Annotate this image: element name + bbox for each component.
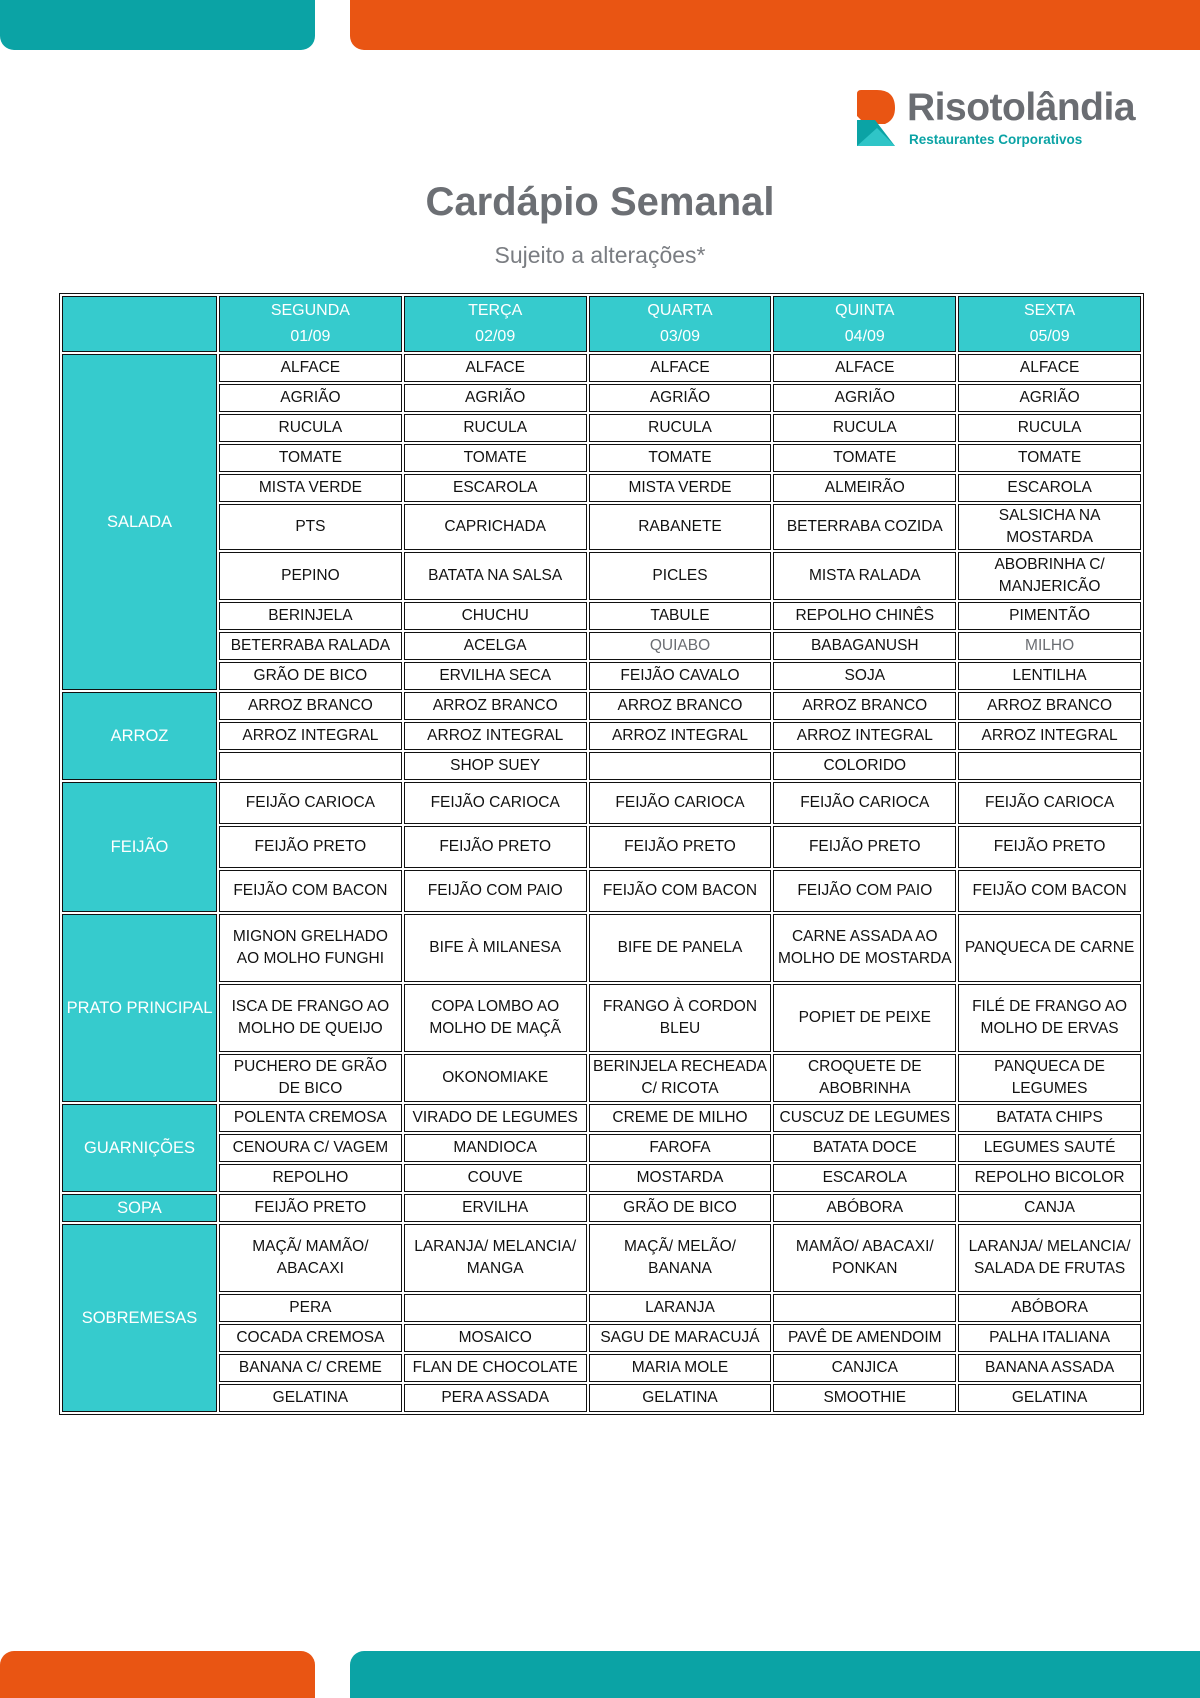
menu-cell: PAVÊ DE AMENDOIM	[773, 1324, 956, 1352]
day-name: SEGUNDA	[270, 302, 350, 319]
menu-cell: FRANGO À CORDON BLEU	[589, 984, 772, 1052]
menu-row	[62, 552, 1141, 600]
menu-cell: ARROZ BRANCO	[958, 692, 1141, 720]
menu-cell: FEIJÃO CARIOCA	[773, 782, 956, 824]
menu-cell: ARROZ BRANCO	[589, 692, 772, 720]
menu-cell: BETERRABA RALADA	[219, 632, 402, 660]
menu-cell: ALFACE	[404, 354, 587, 382]
day-name: SEXTA	[1023, 302, 1076, 319]
menu-cell: RUCULA	[404, 414, 587, 442]
menu-cell: ACELGA	[404, 632, 587, 660]
menu-cell: BIFE DE PANELA	[589, 914, 772, 982]
day-date: 04/09	[844, 328, 885, 345]
menu-row	[62, 354, 1141, 382]
day-header-cell	[958, 296, 1141, 352]
menu-row	[62, 826, 1141, 868]
menu-cell: GRÃO DE BICO	[219, 662, 402, 690]
menu-cell: RABANETE	[589, 504, 772, 550]
day-name: QUINTA	[835, 302, 895, 319]
menu-row	[62, 782, 1141, 824]
menu-cell: PERA ASSADA	[404, 1384, 587, 1412]
menu-cell: REPOLHO BICOLOR	[958, 1164, 1141, 1192]
menu-cell: AGRIÃO	[958, 384, 1141, 412]
menu-cell: LENTILHA	[958, 662, 1141, 690]
menu-cell: FILÉ DE FRANGO AO MOLHO DE ERVAS	[958, 984, 1141, 1052]
menu-cell: ARROZ INTEGRAL	[219, 722, 402, 750]
day-date: 01/09	[290, 328, 331, 345]
menu-cell: AGRIÃO	[404, 384, 587, 412]
menu-cell: TABULE	[589, 602, 772, 630]
brand-name: Risotolândia	[907, 86, 1136, 129]
menu-cell: SHOP SUEY	[404, 752, 587, 780]
menu-row	[62, 504, 1141, 550]
menu-row	[62, 444, 1141, 472]
menu-cell: MOSTARDA	[589, 1164, 772, 1192]
menu-row	[62, 1224, 1141, 1292]
menu-cell: SALSICHA NA MOSTARDA	[958, 504, 1141, 550]
menu-cell: CREME DE MILHO	[589, 1104, 772, 1132]
menu-cell: REPOLHO	[219, 1164, 402, 1192]
menu-cell: ARROZ INTEGRAL	[589, 722, 772, 750]
menu-cell	[589, 752, 772, 780]
menu-cell: ERVILHA SECA	[404, 662, 587, 690]
top-teal-bar	[0, 0, 315, 50]
menu-cell: REPOLHO CHINÊS	[773, 602, 956, 630]
menu-cell: CUSCUZ DE LEGUMES	[773, 1104, 956, 1132]
menu-cell: FEIJÃO COM PAIO	[404, 870, 587, 912]
day-header-cell	[404, 296, 587, 352]
risotolandia-logo-icon	[855, 90, 897, 150]
menu-cell: GRÃO DE BICO	[589, 1194, 772, 1222]
menu-cell: ARROZ INTEGRAL	[404, 722, 587, 750]
menu-cell: LARANJA	[589, 1294, 772, 1322]
menu-cell: AGRIÃO	[219, 384, 402, 412]
menu-cell: BETERRABA COZIDA	[773, 504, 956, 550]
menu-cell: ALFACE	[589, 354, 772, 382]
menu-cell: BATATA CHIPS	[958, 1104, 1141, 1132]
menu-cell: COCADA CREMOSA	[219, 1324, 402, 1352]
menu-row	[62, 1194, 1141, 1222]
menu-row	[62, 1294, 1141, 1322]
menu-cell: MILHO	[958, 632, 1141, 660]
menu-cell: TOMATE	[589, 444, 772, 472]
menu-row	[62, 1104, 1141, 1132]
menu-cell: COPA LOMBO AO MOLHO DE MAÇÃ	[404, 984, 587, 1052]
section-label: GUARNIÇÕES	[62, 1104, 217, 1192]
menu-cell: ABOBRINHA C/ MANJERICÃO	[958, 552, 1141, 600]
menu-row	[62, 1054, 1141, 1102]
menu-cell: BATATA DOCE	[773, 1134, 956, 1162]
menu-cell: PEPINO	[219, 552, 402, 600]
menu-cell: FEIJÃO CARIOCA	[589, 782, 772, 824]
menu-cell: MISTA RALADA	[773, 552, 956, 600]
menu-cell: SAGU DE MARACUJÁ	[589, 1324, 772, 1352]
menu-row	[62, 414, 1141, 442]
bottom-orange-bar	[0, 1651, 315, 1698]
menu-cell: POLENTA CREMOSA	[219, 1104, 402, 1132]
menu-cell: FEIJÃO CAVALO	[589, 662, 772, 690]
menu-cell: FEIJÃO CARIOCA	[958, 782, 1141, 824]
menu-row	[62, 984, 1141, 1052]
menu-cell: BERINJELA RECHEADA C/ RICOTA	[589, 1054, 772, 1102]
menu-cell: MAMÃO/ ABACAXI/ PONKAN	[773, 1224, 956, 1292]
menu-cell: FEIJÃO PRETO	[589, 826, 772, 868]
menu-row	[62, 632, 1141, 660]
menu-cell: MAÇÃ/ MELÃO/ BANANA	[589, 1224, 772, 1292]
menu-cell: ESCAROLA	[404, 474, 587, 502]
menu-cell: BERINJELA	[219, 602, 402, 630]
page-subtitle: Sujeito a alterações*	[494, 242, 706, 268]
day-name: QUARTA	[647, 302, 713, 319]
menu-cell: OKONOMIAKE	[404, 1054, 587, 1102]
menu-cell: FEIJÃO CARIOCA	[404, 782, 587, 824]
day-date: 05/09	[1029, 328, 1070, 345]
menu-cell: ABÓBORA	[773, 1194, 956, 1222]
menu-cell: QUIABO	[589, 632, 772, 660]
menu-row	[62, 1134, 1141, 1162]
menu-cell: MARIA MOLE	[589, 1354, 772, 1382]
menu-cell: BANANA C/ CREME	[219, 1354, 402, 1382]
menu-cell: ALFACE	[958, 354, 1141, 382]
menu-cell: PIMENTÃO	[958, 602, 1141, 630]
menu-cell: MIGNON GRELHADO AO MOLHO FUNGHI	[219, 914, 402, 982]
menu-cell: VIRADO DE LEGUMES	[404, 1104, 587, 1132]
menu-cell: AGRIÃO	[773, 384, 956, 412]
menu-row	[62, 1354, 1141, 1382]
menu-cell: BATATA NA SALSA	[404, 552, 587, 600]
menu-cell: MANDIOCA	[404, 1134, 587, 1162]
menu-cell: ABÓBORA	[958, 1294, 1141, 1322]
menu-cell: ARROZ INTEGRAL	[773, 722, 956, 750]
day-header-cell	[773, 296, 956, 352]
menu-cell	[773, 1294, 956, 1322]
menu-cell: TOMATE	[404, 444, 587, 472]
menu-cell: MISTA VERDE	[219, 474, 402, 502]
menu-cell: PALHA ITALIANA	[958, 1324, 1141, 1352]
menu-cell: SMOOTHIE	[773, 1384, 956, 1412]
menu-cell: CENOURA C/ VAGEM	[219, 1134, 402, 1162]
menu-cell: ARROZ BRANCO	[219, 692, 402, 720]
menu-cell: COLORIDO	[773, 752, 956, 780]
menu-cell: PICLES	[589, 552, 772, 600]
menu-row	[62, 914, 1141, 982]
menu-cell: ALFACE	[219, 354, 402, 382]
menu-cell: TOMATE	[219, 444, 402, 472]
menu-cell: LARANJA/ MELANCIA/ MANGA	[404, 1224, 587, 1292]
menu-row	[62, 384, 1141, 412]
menu-row	[62, 1164, 1141, 1192]
menu-cell: ALMEIRÃO	[773, 474, 956, 502]
menu-cell: RUCULA	[773, 414, 956, 442]
menu-cell: LEGUMES SAUTÉ	[958, 1134, 1141, 1162]
day-header-cell	[589, 296, 772, 352]
menu-cell	[958, 752, 1141, 780]
menu-cell: PANQUECA DE CARNE	[958, 914, 1141, 982]
menu-cell: PTS	[219, 504, 402, 550]
menu-cell: GELATINA	[958, 1384, 1141, 1412]
menu-cell: ISCA DE FRANGO AO MOLHO DE QUEIJO	[219, 984, 402, 1052]
menu-cell: ESCAROLA	[773, 1164, 956, 1192]
menu-cell: ERVILHA	[404, 1194, 587, 1222]
bottom-teal-bar	[350, 1651, 1200, 1698]
menu-cell: FEIJÃO PRETO	[404, 826, 587, 868]
menu-cell: COUVE	[404, 1164, 587, 1192]
header-row	[62, 296, 1141, 352]
menu-cell: FEIJÃO PRETO	[219, 1194, 402, 1222]
menu-cell: CAPRICHADA	[404, 504, 587, 550]
section-label: PRATO PRINCIPAL	[62, 914, 217, 1102]
menu-row	[62, 1324, 1141, 1352]
weekly-menu-table	[59, 293, 1144, 1415]
menu-row	[62, 662, 1141, 690]
menu-cell: ESCAROLA	[958, 474, 1141, 502]
day-header-cell	[219, 296, 402, 352]
menu-cell: GELATINA	[589, 1384, 772, 1412]
menu-cell: RUCULA	[958, 414, 1141, 442]
menu-cell	[219, 752, 402, 780]
menu-cell: ALFACE	[773, 354, 956, 382]
section-label: SALADA	[62, 354, 217, 690]
menu-cell: CANJICA	[773, 1354, 956, 1382]
menu-cell: FEIJÃO COM BACON	[219, 870, 402, 912]
top-orange-bar	[350, 0, 1200, 50]
menu-row	[62, 474, 1141, 502]
section-label: FEIJÃO	[62, 782, 217, 912]
menu-cell: FEIJÃO PRETO	[958, 826, 1141, 868]
menu-cell: FAROFA	[589, 1134, 772, 1162]
section-label: SOPA	[62, 1194, 217, 1222]
menu-row	[62, 752, 1141, 780]
menu-cell: RUCULA	[589, 414, 772, 442]
brand-logo	[855, 86, 1165, 150]
header-corner-cell	[62, 296, 217, 352]
menu-cell: MOSAICO	[404, 1324, 587, 1352]
menu-cell: CROQUETE DE ABOBRINHA	[773, 1054, 956, 1102]
menu-cell: GELATINA	[219, 1384, 402, 1412]
brand-tagline: Restaurantes Corporativos	[909, 132, 1083, 147]
menu-cell: MAÇÃ/ MAMÃO/ ABACAXI	[219, 1224, 402, 1292]
menu-cell: LARANJA/ MELANCIA/ SALADA DE FRUTAS	[958, 1224, 1141, 1292]
menu-cell: ARROZ INTEGRAL	[958, 722, 1141, 750]
menu-cell: CARNE ASSADA AO MOLHO DE MOSTARDA	[773, 914, 956, 982]
menu-cell: TOMATE	[773, 444, 956, 472]
menu-row	[62, 692, 1141, 720]
menu-row	[62, 722, 1141, 750]
day-name: TERÇA	[468, 302, 523, 319]
menu-cell: PANQUECA DE LEGUMES	[958, 1054, 1141, 1102]
menu-cell: FLAN DE CHOCOLATE	[404, 1354, 587, 1382]
menu-cell: FEIJÃO CARIOCA	[219, 782, 402, 824]
menu-cell: CHUCHU	[404, 602, 587, 630]
section-label: SOBREMESAS	[62, 1224, 217, 1412]
menu-cell: BIFE À MILANESA	[404, 914, 587, 982]
menu-cell: MISTA VERDE	[589, 474, 772, 502]
menu-cell: CANJA	[958, 1194, 1141, 1222]
page-title: Cardápio Semanal	[425, 180, 775, 224]
menu-row	[62, 1384, 1141, 1412]
menu-cell: FEIJÃO COM BACON	[589, 870, 772, 912]
menu-cell	[404, 1294, 587, 1322]
menu-row	[62, 870, 1141, 912]
menu-cell: FEIJÃO PRETO	[773, 826, 956, 868]
menu-cell: FEIJÃO COM BACON	[958, 870, 1141, 912]
menu-cell: SOJA	[773, 662, 956, 690]
menu-cell: RUCULA	[219, 414, 402, 442]
menu-cell: BANANA ASSADA	[958, 1354, 1141, 1382]
menu-cell: PUCHERO DE GRÃO DE BICO	[219, 1054, 402, 1102]
menu-cell: FEIJÃO PRETO	[219, 826, 402, 868]
menu-cell: TOMATE	[958, 444, 1141, 472]
menu-cell: PERA	[219, 1294, 402, 1322]
day-date: 02/09	[475, 328, 516, 345]
menu-row	[62, 602, 1141, 630]
menu-cell: FEIJÃO COM PAIO	[773, 870, 956, 912]
day-date: 03/09	[659, 328, 701, 345]
menu-cell: BABAGANUSH	[773, 632, 956, 660]
menu-cell: AGRIÃO	[589, 384, 772, 412]
menu-cell: ARROZ BRANCO	[773, 692, 956, 720]
section-label: ARROZ	[62, 692, 217, 780]
menu-cell: POPIET DE PEIXE	[773, 984, 956, 1052]
menu-cell: ARROZ BRANCO	[404, 692, 587, 720]
